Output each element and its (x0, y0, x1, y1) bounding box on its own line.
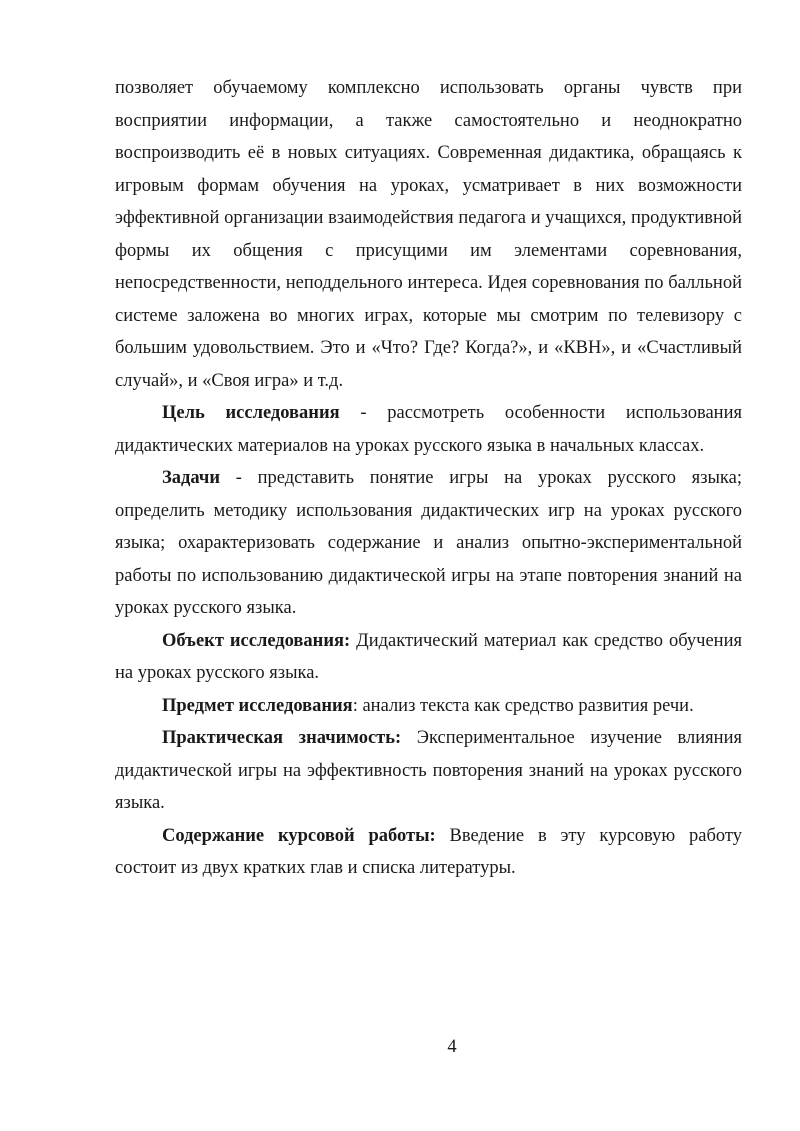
structure-label: Содержание курсовой работы: (162, 825, 436, 846)
page-number: 4 (447, 1037, 457, 1057)
significance-text: Экспериментальное изучение влияния дидактической игры на эффективность повторения знаний на уроках русского языка. (115, 728, 742, 813)
tasks-paragraph (115, 462, 742, 625)
goal-text: - рассмотреть особенности использования дидактических материалов на уроках русского языка в начальных классах. (115, 403, 742, 456)
subject-text: : анализ текста как средство развития речи. (352, 695, 694, 716)
significance-label: Практическая значимость: (162, 728, 402, 748)
tasks-text: - представить понятие игры на уроках русского языка; определить методику использования дидактических игр на уроках русского языка; охарактеризовать содержание и анализ опытно-экспериментальной работы по использованию дидактической игры на этапе повторения знаний на уроках русского языка. (115, 468, 742, 618)
structure-paragraph (115, 820, 742, 885)
object-paragraph (115, 625, 742, 690)
document-page (115, 72, 742, 885)
significance-paragraph (115, 722, 742, 820)
goal-paragraph (115, 397, 742, 462)
intro-paragraph: позволяет обучаемому комплексно использовать органы чувств при восприятии информации, а также самостоятельно и неоднократно воспроизводить её в новых ситуациях. Современная дидактика, обращаясь к игровым формам обучения на уроках, усматривает в них возможности эффективной организации взаимодействия педагога и учащихся, продуктивной формы их общения с присущими им элементами соревнования, непосредственности, неподдельного интереса. Идея соревнования по балльной системе заложена во многих играх, которые мы смотрим по телевизору с большим удовольствием. Это и «Что? Где? Когда?», и «КВН», и «Счастливый случай», и «Своя игра» и т.д. (115, 78, 742, 391)
object-label: Объект исследования: (162, 630, 351, 651)
subject-label: Предмет исследования (162, 695, 353, 716)
subject-paragraph (115, 690, 742, 723)
goal-label: Цель исследования (162, 403, 340, 423)
structure-text: Введение в эту курсовую работу состоит из двух кратких глав и списка литературы. (115, 825, 742, 878)
object-text: Дидактический материал как средство обучения на уроках русского языка. (115, 630, 742, 683)
tasks-label: Задачи (162, 468, 220, 488)
